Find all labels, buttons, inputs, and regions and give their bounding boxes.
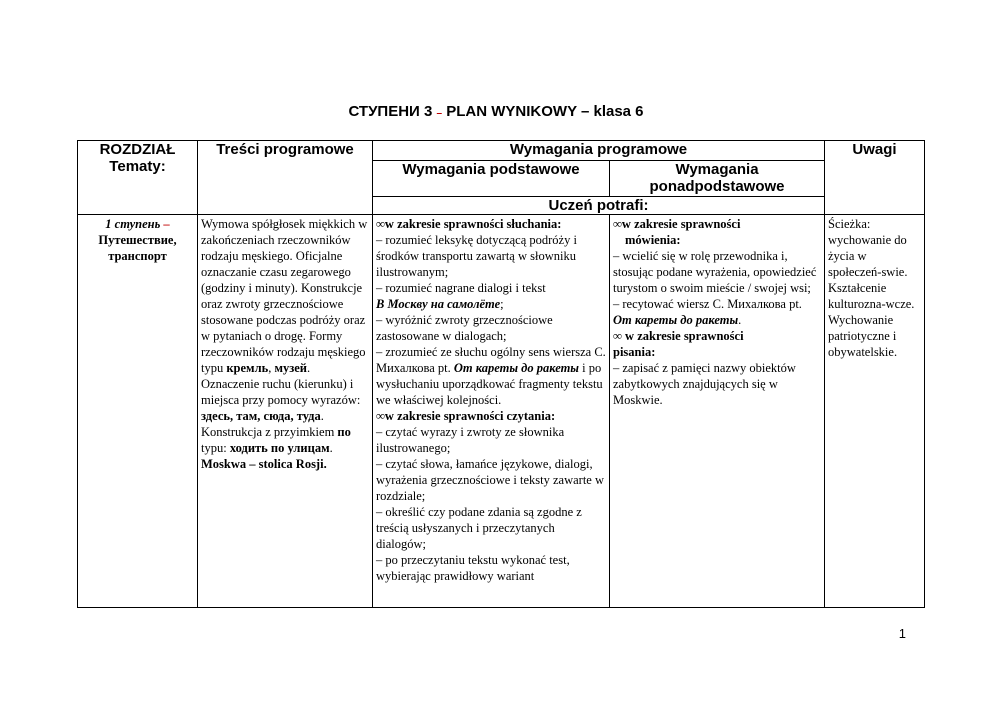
page-number: 1 <box>898 626 906 641</box>
plan-table <box>77 140 925 608</box>
header-podstawowe: Wymagania podstawowe <box>373 161 610 197</box>
notes-cell: Ścieżka: wychowanie do życia w społeczeń-swie. Kształcenie kulturozna-wcze. Wychowanie patriotyczne i obywatelskie. <box>825 215 925 608</box>
header-uwagi: Uwagi <box>825 141 925 215</box>
header-ponad-line2: ponadpodstawowe <box>649 178 785 195</box>
content-cell: Wymowa spółgłosek miękkich w zakończeniach rzeczowników rodzaju męskiego. Oficjalne oznaczanie czasu zegarowego (godziny i minuty). Konstrukcje oraz zwroty grzecznościowe stosowane podczas podróży oraz w pytaniach o drogę. Formy rzeczowników rodzaju męskiego typu кремль, музей. Oznaczenie ruchu (kierunku) i miejsca przy pomocy wyrazów: здесь, там, сюда, туда. Konstrukcja z przyimkiem по typu: ходить по улицам. Moskwa – stolica Rosji. <box>198 215 373 608</box>
title-dash: – <box>436 108 443 119</box>
basic-requirements-cell: ∞w zakresie sprawności słuchania: – rozumieć leksykę dotyczącą podróży i środków transportu zawartą w słowniku ilustrowanym; – rozumieć nagrane dialogi i tekst В Москву на самолёте; – wyróżnić zwroty grzecznościowe zastosowane w dialogach; – zrozumieć ze słuchu ogólny sens wiersza C. Михалкова pt. От кареты до ракеты i po wysłuchaniu uporządkować fragmenty tekstu we właściwej kolejności. ∞w zakresie sprawności czytania: – czytać wyrazy i zwroty ze słownika ilustrowanego; – czytać słowa, łamańce językowe, dialogi, wyrażenia grzecznościowe i teksty zawarte w rozdziale; – określić czy podane zdania są zgodne z treścią usłyszanych i przeczytanych dialogów; – po przeczytaniu tekstu wykonać test, wybierając prawidłowy wariant <box>373 215 610 608</box>
adv-heading-writing-b: pisania: <box>613 345 656 359</box>
header-rozdzial <box>78 141 198 215</box>
header-student: Uczeń potrafi: <box>373 197 825 215</box>
advanced-requirements-cell: ∞w zakresie sprawności mówienia: – wcielić się w rolę przewodnika i, stosując podane wyrażenia, opowiedzieć turystom o swoim mieście / swojej wsi; – recytować wiersz C. Михалкова pt. От кареты до ракеты. ∞ w zakresie sprawności pisania: – zapisać z pamięci nazwy obiektów zabytkowych znajdujących się w Moskwie. <box>610 215 825 608</box>
adv-heading-writing-a: ∞ w zakresie sprawności <box>613 329 744 343</box>
header-ponadpodstawowe <box>610 161 825 197</box>
header-tresci: Treści programowe <box>198 141 373 215</box>
content-moskwa: Moskwa – stolica Rosji. <box>201 457 327 471</box>
title-part2: PLAN WYNIKOWY – klasa 6 <box>446 103 644 120</box>
lesson-cell <box>78 215 198 608</box>
header-wymagania-group: Wymagania programowe <box>373 141 825 161</box>
lesson-topic-1: Путешествие, <box>98 233 177 247</box>
header-rozdzial-line1: ROZDZIAŁ <box>99 141 176 158</box>
basic-heading-reading: ∞w zakresie sprawności czytania: <box>376 409 556 423</box>
basic-heading-listening: ∞w zakresie sprawności słuchania: <box>376 217 562 231</box>
adv-heading-speaking-b: mówienia: <box>625 233 681 247</box>
title-part1: СТУПЕНИ 3 <box>348 103 433 120</box>
adv-heading-speaking-a: ∞w zakresie sprawności <box>613 217 741 231</box>
header-rozdzial-line2: Tematy: <box>109 158 166 175</box>
header-ponad-line1: Wymagania <box>675 161 759 178</box>
document-title <box>0 103 992 120</box>
lesson-topic-2: транспорт <box>108 249 167 263</box>
lesson-title: 1 ступень – <box>105 217 170 231</box>
